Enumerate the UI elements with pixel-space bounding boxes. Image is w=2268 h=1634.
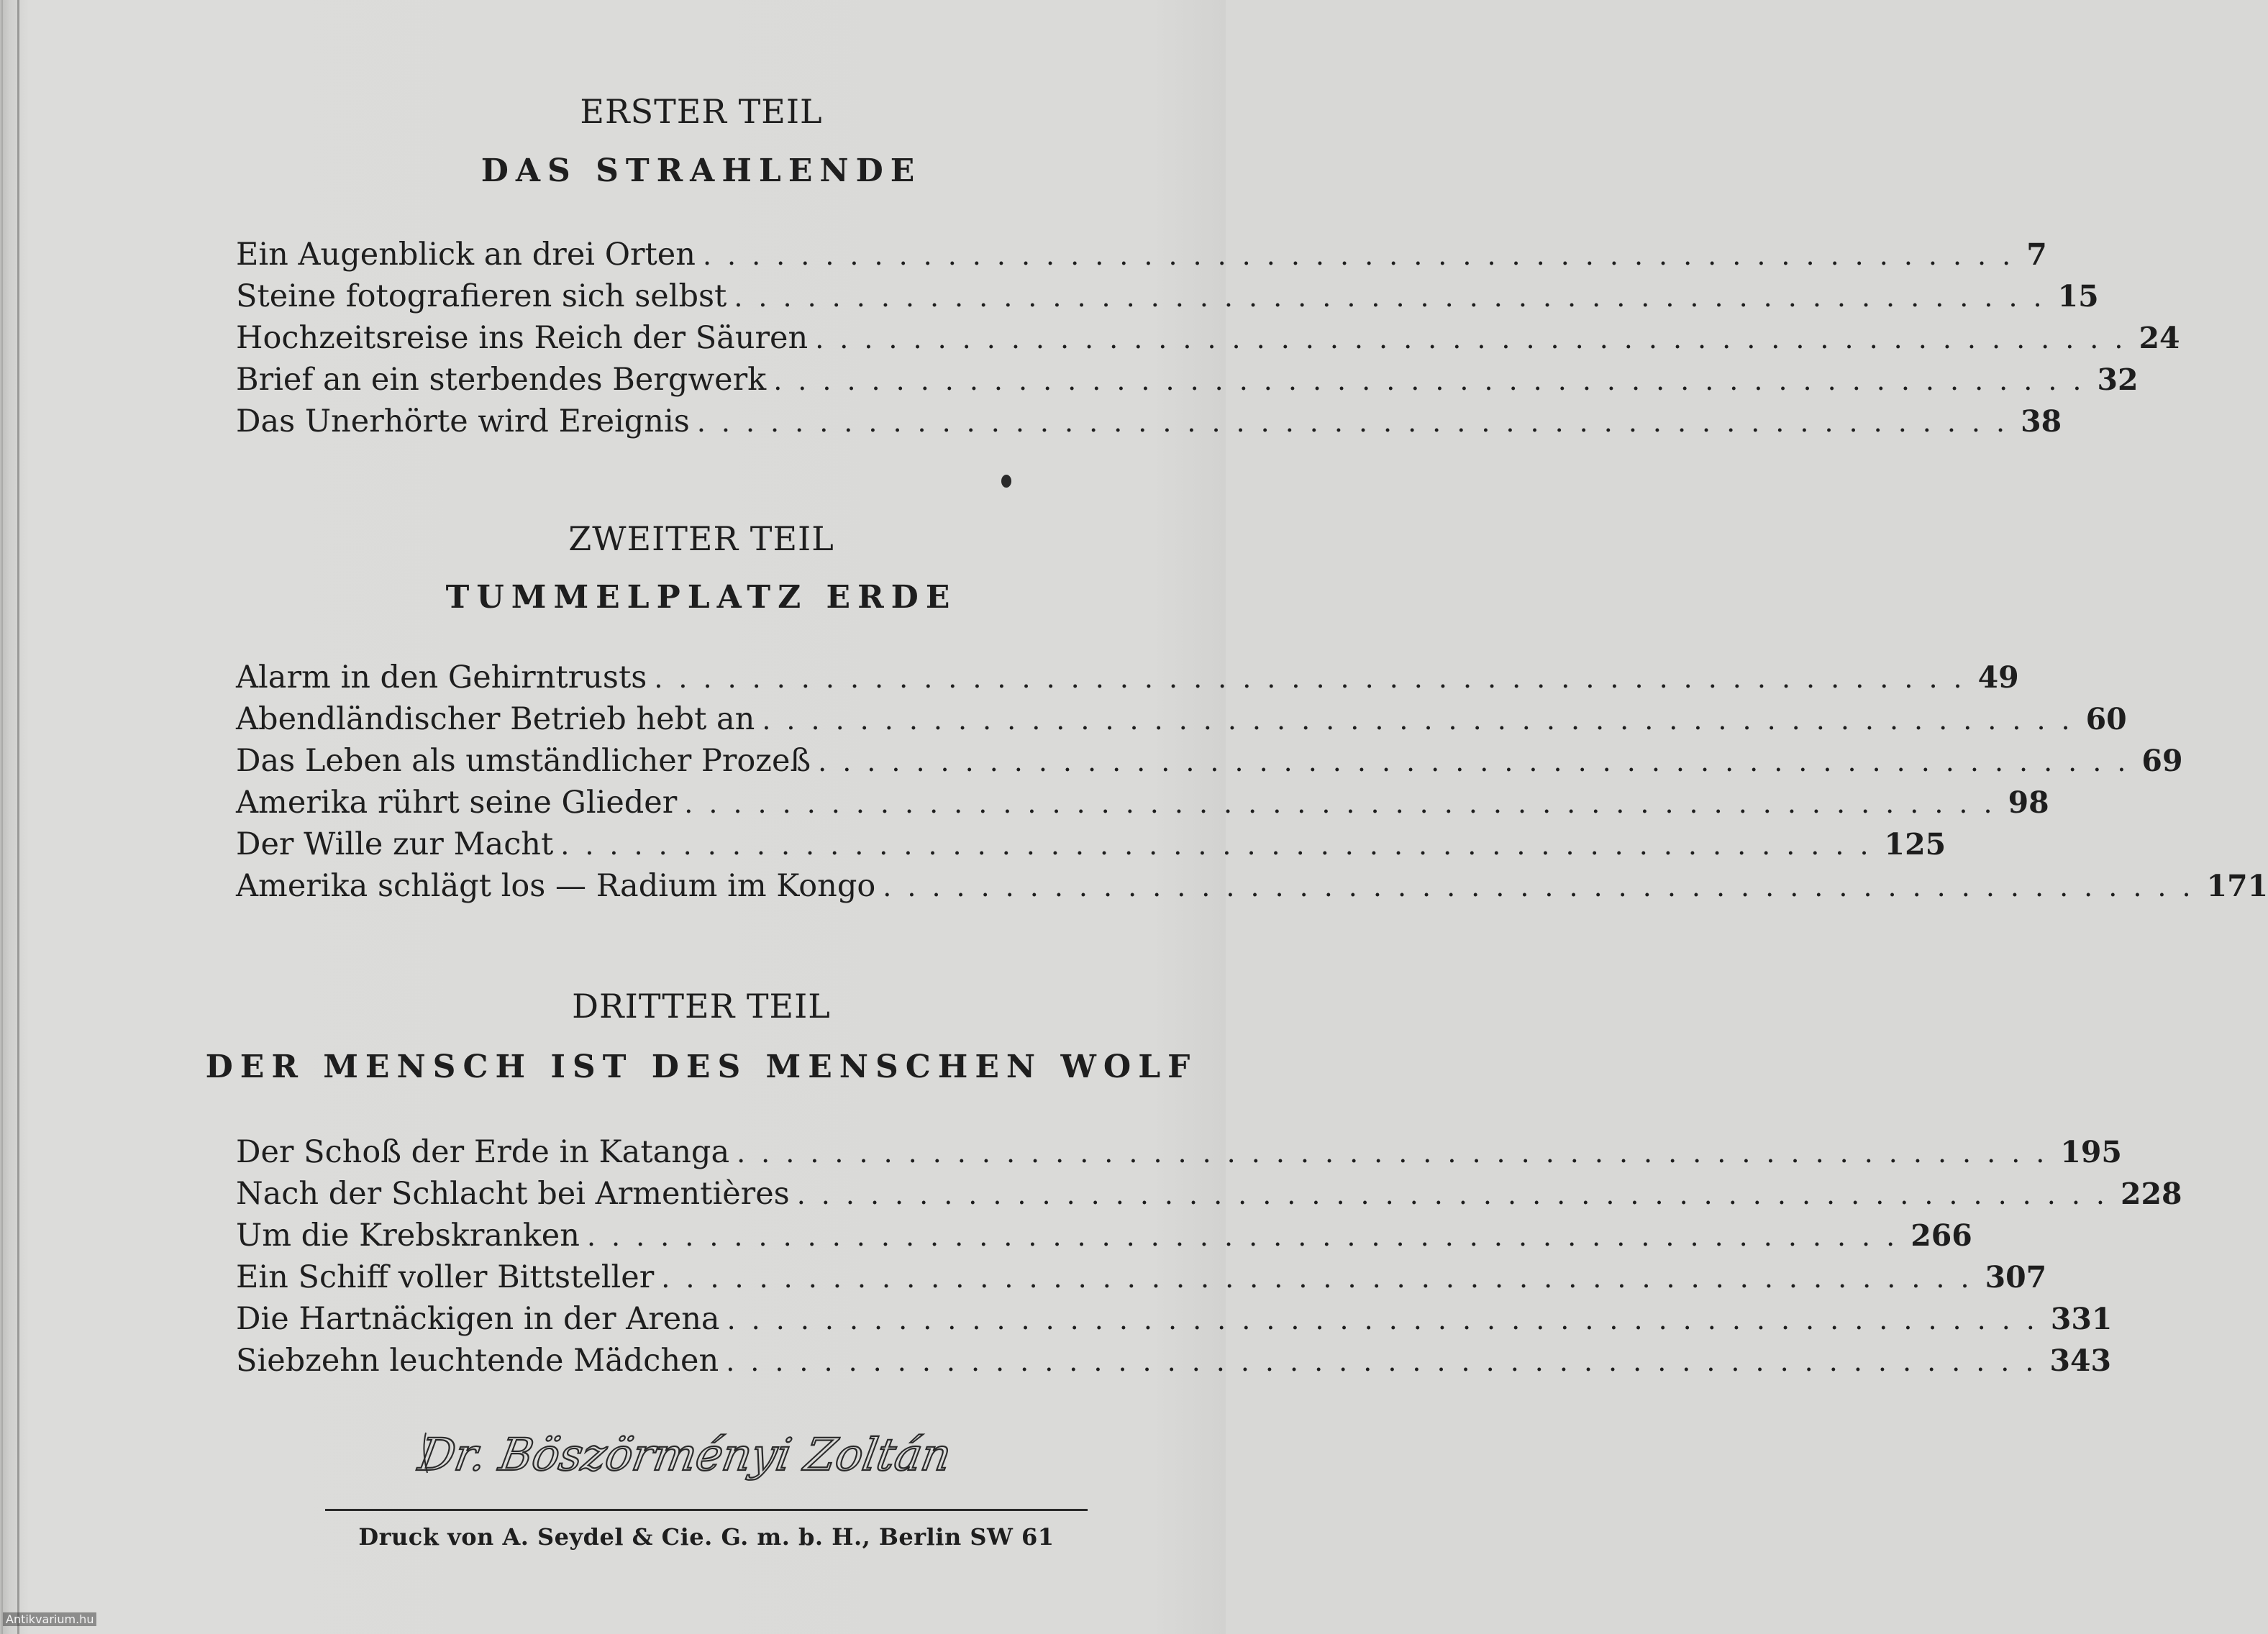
dot-leader: ......................................................	[586, 1220, 1911, 1252]
toc-entry-title: Der Wille zur Macht	[236, 826, 554, 862]
toc-entry	[236, 317, 2180, 359]
dot-leader: ......................................................	[726, 1346, 2050, 1377]
toc-entry-page: 60	[2085, 702, 2127, 736]
toc-entry	[236, 275, 2099, 317]
toc-entry-title: Steine fotografieren sich selbst	[236, 278, 727, 314]
toc-entry-title: Abendländischer Betrieb hebt an	[236, 701, 755, 737]
part-three-title: DER MENSCH IST DES MENSCHEN WOLF	[205, 1049, 1198, 1085]
toc-entry	[236, 1173, 2182, 1215]
dot-leader: ......................................................	[815, 323, 2139, 355]
page-edge-shadow	[1, 0, 3, 1634]
page-edge-line	[17, 0, 19, 1634]
toc-entry	[236, 359, 2139, 401]
dot-leader: ......................................................	[696, 406, 2021, 438]
toc-entry-page: 331	[2050, 1302, 2113, 1336]
dot-leader: ......................................................	[883, 871, 2207, 903]
toc-entry-page: 69	[2141, 744, 2183, 778]
watermark: Antikvarium.hu	[3, 1612, 96, 1626]
toc-entry-title: Brief an ein sterbendes Bergwerk	[236, 362, 767, 398]
dot-leader: ......................................................	[702, 239, 2027, 271]
toc-entry-title: Alarm in den Gehirntrusts	[236, 659, 647, 695]
dot-leader: ......................................................	[661, 1262, 1985, 1294]
toc-entry	[236, 823, 1946, 865]
dot-leader: ......................................................	[734, 281, 2058, 313]
dot-leader: ......................................................	[737, 1137, 2061, 1169]
toc-entry-title: Die Hartnäckigen in der Arena	[236, 1301, 720, 1337]
toc-entry-page: 38	[2021, 404, 2062, 439]
toc-entry-page: 343	[2049, 1343, 2112, 1378]
toc-entry-page: 98	[2008, 785, 2049, 820]
toc-entry	[236, 698, 2127, 740]
dot-leader: ......................................................	[727, 1304, 2051, 1336]
toc-entry-title: Amerika rührt seine Glieder	[236, 785, 678, 821]
part-two-title: TUMMELPLATZ ERDE	[445, 579, 957, 616]
dot-leader: ......................................................	[796, 1179, 2121, 1210]
part-two-contents	[236, 657, 2268, 907]
toc-entry-page: 307	[1985, 1260, 2047, 1295]
part-one-contents	[236, 234, 2180, 442]
part-one-label: ERSTER TEIL	[580, 92, 823, 131]
toc-entry-page: 24	[2139, 321, 2180, 355]
toc-entry-page: 228	[2121, 1177, 2182, 1211]
toc-entry-page: 15	[2057, 279, 2099, 314]
part-two-label: ZWEITER TEIL	[568, 519, 834, 558]
owner-stamp	[414, 1411, 955, 1490]
toc-entry-page: 125	[1884, 827, 1946, 862]
toc-entry	[236, 657, 2019, 698]
toc-entry	[236, 401, 2062, 442]
toc-entry-title: Das Unerhörte wird Ereignis	[236, 403, 690, 439]
dot-leader: ......................................................	[560, 829, 1885, 861]
toc-entry-page: 171	[2206, 869, 2268, 903]
toc-entry-title: Siebzehn leuchtende Mädchen	[236, 1343, 719, 1379]
toc-entry	[236, 1215, 1972, 1256]
ink-speck	[1001, 475, 1011, 488]
toc-entry-page: 195	[2060, 1135, 2122, 1169]
toc-entry-title: Der Schoß der Erde in Katanga	[236, 1134, 730, 1170]
toc-entry-page: 7	[2026, 237, 2047, 272]
toc-entry	[236, 865, 2268, 907]
toc-entry	[236, 1298, 2113, 1340]
part-one-title: DAS STRAHLENDE	[481, 152, 922, 189]
printer-imprint: Druck von A. Seydel & Cie. G. m. b. H., Berlin SW 61	[358, 1523, 1055, 1551]
dot-leader: ......................................................	[818, 746, 2142, 777]
toc-entry	[236, 782, 2049, 823]
part-three-contents	[236, 1131, 2182, 1382]
toc-entry-title: Das Leben als umständlicher Prozeß	[236, 743, 811, 779]
toc-entry-title: Ein Schiff voller Bittsteller	[236, 1259, 655, 1295]
toc-entry-title: Hochzeitsreise ins Reich der Säuren	[236, 320, 809, 356]
toc-entry-title: Ein Augenblick an drei Orten	[236, 237, 696, 273]
part-three-label: DRITTER TEIL	[572, 987, 831, 1026]
toc-entry-page: 266	[1911, 1218, 1972, 1253]
owner-stamp-text: Dr. Böszörményi Zoltán	[414, 1428, 955, 1481]
dot-leader: ......................................................	[762, 704, 2086, 736]
toc-entry	[236, 234, 2047, 275]
toc-entry	[236, 740, 2183, 782]
imprint-rule	[325, 1509, 1088, 1511]
dot-leader: ......................................................	[654, 662, 1978, 694]
toc-entry-page: 49	[1977, 660, 2019, 695]
toc-entry	[236, 1340, 2112, 1382]
toc-entry-title: Um die Krebskranken	[236, 1218, 580, 1254]
toc-entry-title: Nach der Schlacht bei Armentières	[236, 1176, 790, 1212]
dot-leader: ......................................................	[684, 788, 2008, 819]
toc-entry-page: 32	[2097, 362, 2139, 397]
toc-entry-title: Amerika schlägt los — Radium im Kongo	[236, 868, 876, 904]
dot-leader: ......................................................	[773, 365, 2098, 396]
toc-entry	[236, 1131, 2122, 1173]
toc-entry	[236, 1256, 2047, 1298]
